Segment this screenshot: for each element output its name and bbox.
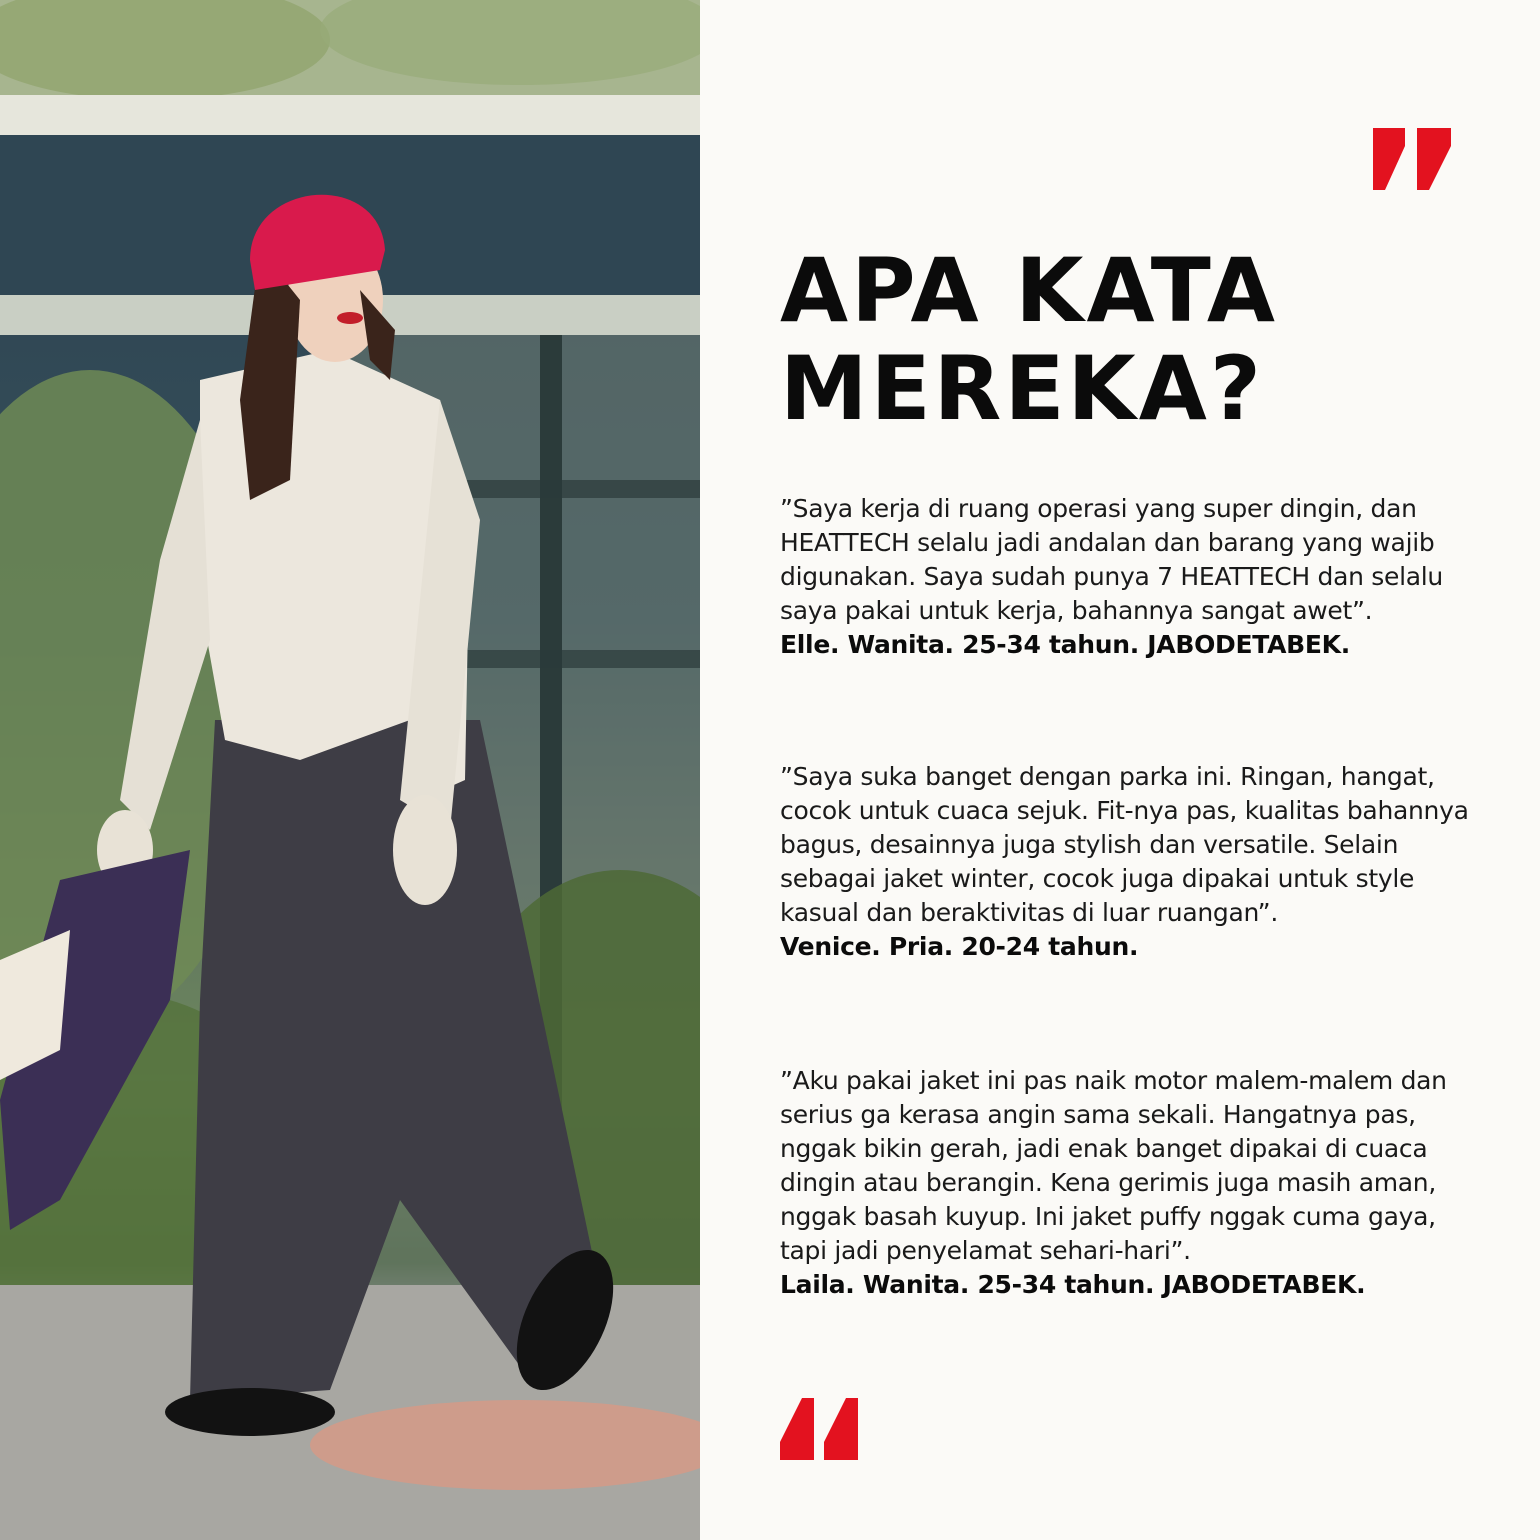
- closing-quote-icon: [1373, 128, 1455, 190]
- testimonial-quote: ”Aku pakai jaket ini pas naik motor malem-malem dan serius ga kerasa angin sama sekali. Hangatnya pas, nggak bikin gerah, jadi enak banget dipakai di cuaca dingin atau berangin. Kena gerimis juga masih aman, nggak basah kuyup. Ini jaket puffy nggak cuma gaya, tapi jadi penyelamat sehari-hari”.: [780, 1066, 1447, 1265]
- testimonial-panel: [700, 0, 1540, 1540]
- photo-illustration: [0, 0, 700, 1540]
- headline-line-2: MEREKA?: [780, 337, 1264, 440]
- testimonial-item: [780, 492, 1470, 662]
- opening-quote-icon: [780, 1398, 862, 1460]
- testimonial-author: Laila. Wanita. 25-34 tahun. JABODETABEK.: [780, 1270, 1366, 1299]
- model-photo: [0, 0, 700, 1540]
- testimonial-author: Venice. Pria. 20-24 tahun.: [780, 932, 1139, 961]
- testimonial-item: [780, 1064, 1470, 1302]
- testimonial-quote: ”Saya suka banget dengan parka ini. Ringan, hangat, cocok untuk cuaca sejuk. Fit-nya pas, kualitas bahannya bagus, desainnya juga stylish dan versatile. Selain sebagai jaket winter, cocok juga dipakai untuk style kasual dan beraktivitas di luar ruangan”.: [780, 762, 1469, 927]
- page-title: [780, 239, 1480, 440]
- testimonial-item: [780, 760, 1470, 964]
- testimonial-quote: ”Saya kerja di ruang operasi yang super dingin, dan HEATTECH selalu jadi andalan dan barang yang wajib digunakan. Saya sudah punya 7 HEATTECH dan selalu saya pakai untuk kerja, bahannya sangat awet”.: [780, 494, 1443, 625]
- testimonial-author: Elle. Wanita. 25-34 tahun. JABODETABEK.: [780, 630, 1350, 659]
- headline-line-1: APA KATA: [780, 239, 1279, 342]
